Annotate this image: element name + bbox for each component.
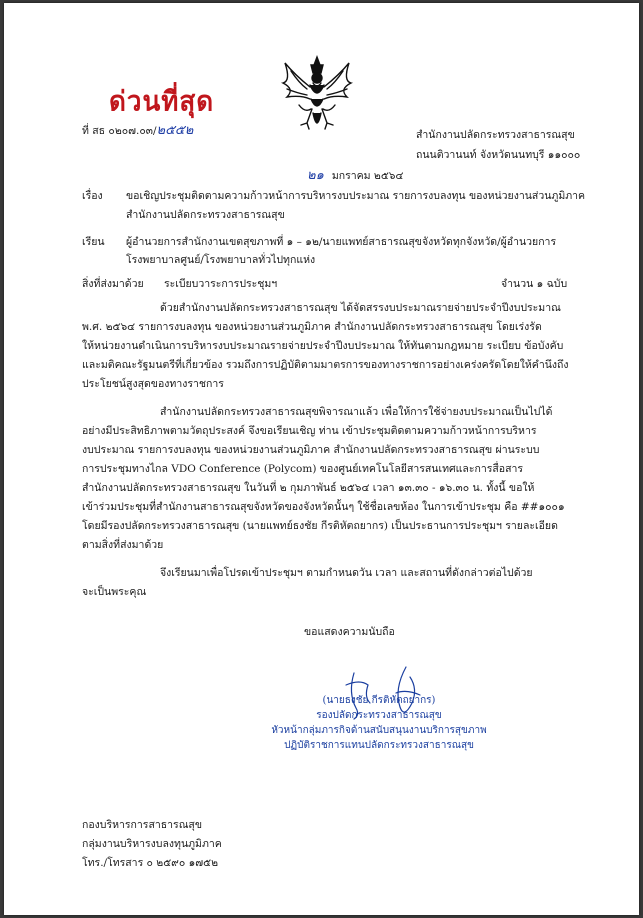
document-page	[4, 3, 639, 915]
paragraph-3-line: จึงเรียนมาเพื่อโปรดเข้าประชุมฯ ตามกำหนดวัน เวลา และสถานที่ดังกล่าวต่อไปด้วย	[160, 567, 533, 579]
paragraph-2-line: ตามสิ่งที่ส่งมาด้วย	[82, 539, 164, 551]
paragraph-2-line: งบประมาณ รายการงบลงทุน ของหน่วยงานส่วนภูมิภาค สำนักงานปลัดกระทรวงสาธารณสุข ผ่านระบบ	[82, 444, 540, 456]
footer-contact: โทร./โทรสาร ๐ ๒๕๙๐ ๑๗๕๒	[82, 857, 219, 869]
date-month-year: มกราคม ๒๕๖๔	[331, 170, 404, 182]
enclosure-count: จำนวน ๑ ฉบับ	[501, 278, 568, 290]
paragraph-2-line: เข้าร่วมประชุมที่สำนักงานสาธารณสุขจังหวัดของจังหวัดนั้นๆ ใช้ชื่อเลขห้อง ในการเข้าประชุม คือ ##๑๐๐๑	[82, 501, 565, 513]
closing-salutation: ขอแสดงความนับถือ	[304, 626, 395, 638]
signatory-role-2: ปฏิบัติราชการแทนปลัดกระทรวงสาธารณสุข	[284, 740, 474, 751]
signatory-block	[254, 693, 504, 753]
enclosure-value: ระเบียบวาระการประชุมฯ	[164, 278, 278, 290]
urgency-stamp: ด่วนที่สุด	[109, 86, 215, 118]
paragraph-1-line: พ.ศ. ๒๕๖๔ รายการงบลงทุน ของหน่วยงานส่วนภูมิภาค สำนักงานปลัดกระทรวงสาธารณสุข โดยเร่งรัด	[82, 321, 542, 333]
paragraph-2-line: โดยมีรองปลัดกระทรวงสาธารณสุข (นายแพทย์ธงชัย กีรติหัตถยากร) เป็นประธานการประชุมฯ รายละเอียด	[82, 520, 558, 532]
subject-line-1: ขอเชิญประชุมติดตามความก้าวหน้าการบริหารงบประมาณ รายการงบลงทุน ของหน่วยงานส่วนภูมิภาค	[126, 190, 586, 202]
paragraph-1-line: ประโยชน์สูงสุดของทางราชการ	[82, 378, 224, 390]
paragraph-1-line: และมติคณะรัฐมนตรีที่เกี่ยวข้อง รวมถึงการปฏิบัติตามมาตรการของทางราชการอย่างเคร่งครัดโดยให้คำนึงถึง	[82, 359, 569, 371]
issuer-address: ถนนติวานนท์ จังหวัดนนทบุรี ๑๑๐๐๐	[416, 149, 581, 161]
garuda-emblem	[277, 53, 357, 135]
document-number-prefix: ที่ สธ ๐๒๐๗.๐๓/	[82, 125, 157, 137]
document-number	[82, 124, 193, 138]
footer-division: กองบริหารการสาธารณสุข	[82, 819, 203, 831]
paragraph-3-line: จะเป็นพระคุณ	[82, 586, 147, 598]
paragraph-1-line: ให้หน่วยงานดำเนินการบริหารงบประมาณรายจ่ายประจำปีงบประมาณ ให้ทันตามกฎหมาย ระเบียบ ข้อบังคับ	[82, 340, 564, 352]
date-day: ๒๑	[307, 168, 324, 183]
document-number-handwritten: ๒๕๕๒	[156, 123, 194, 138]
signatory-name: (นายธงชัย กีรติหัตถยากร)	[322, 695, 436, 706]
paragraph-2-line: สำนักงานปลัดกระทรวงสาธารณสุขพิจารณาแล้ว เพื่อให้การใช้จ่ายงบประมาณเป็นไปได้	[160, 406, 553, 418]
recipient-line-2: โรงพยาบาลศูนย์/โรงพยาบาลทั่วไปทุกแห่ง	[126, 254, 316, 266]
subject-line-2: สำนักงานปลัดกระทรวงสาธารณสุข	[126, 209, 285, 221]
recipient-label: เรียน	[82, 236, 105, 248]
enclosure-label: สิ่งที่ส่งมาด้วย	[82, 278, 144, 290]
document-date	[307, 169, 403, 183]
paragraph-1-line: ด้วยสำนักงานปลัดกระทรวงสาธารณสุข ได้จัดสรรงบประมาณรายจ่ายประจำปีงบประมาณ	[160, 302, 561, 314]
recipient-line-1: ผู้อำนวยการสำนักงานเขตสุขภาพที่ ๑ – ๑๒/นายแพทย์สาธารณสุขจังหวัดทุกจังหวัด/ผู้อำนวยการ	[126, 236, 557, 248]
footer-group: กลุ่มงานบริหารงบลงทุนภูมิภาค	[82, 838, 222, 850]
signatory-title: รองปลัดกระทรวงสาธารณสุข	[316, 710, 442, 721]
paragraph-2-line: อย่างมีประสิทธิภาพตามวัตถุประสงค์ จึงขอเรียนเชิญ ท่าน เข้าประชุมติดตามความก้าวหน้าการบริหาร	[82, 425, 537, 437]
issuer-office: สำนักงานปลัดกระทรวงสาธารณสุข	[416, 129, 575, 141]
paragraph-2-line: สำนักงานปลัดกระทรวงสาธารณสุข ในวันที่ ๒ กุมภาพันธ์ ๒๕๖๔ เวลา ๑๓.๓๐ - ๑๖.๓๐ น. ทั้งนี้ ขอให้	[82, 482, 535, 494]
signatory-role-1: หัวหน้ากลุ่มภารกิจด้านสนับสนุนงานบริการสุขภาพ	[271, 725, 487, 736]
subject-label: เรื่อง	[82, 190, 103, 202]
paragraph-2-line: การประชุมทางไกล VDO Conference (Polycom) ของศูนย์เทคโนโลยีสารสนเทศและการสื่อสาร	[82, 463, 524, 475]
